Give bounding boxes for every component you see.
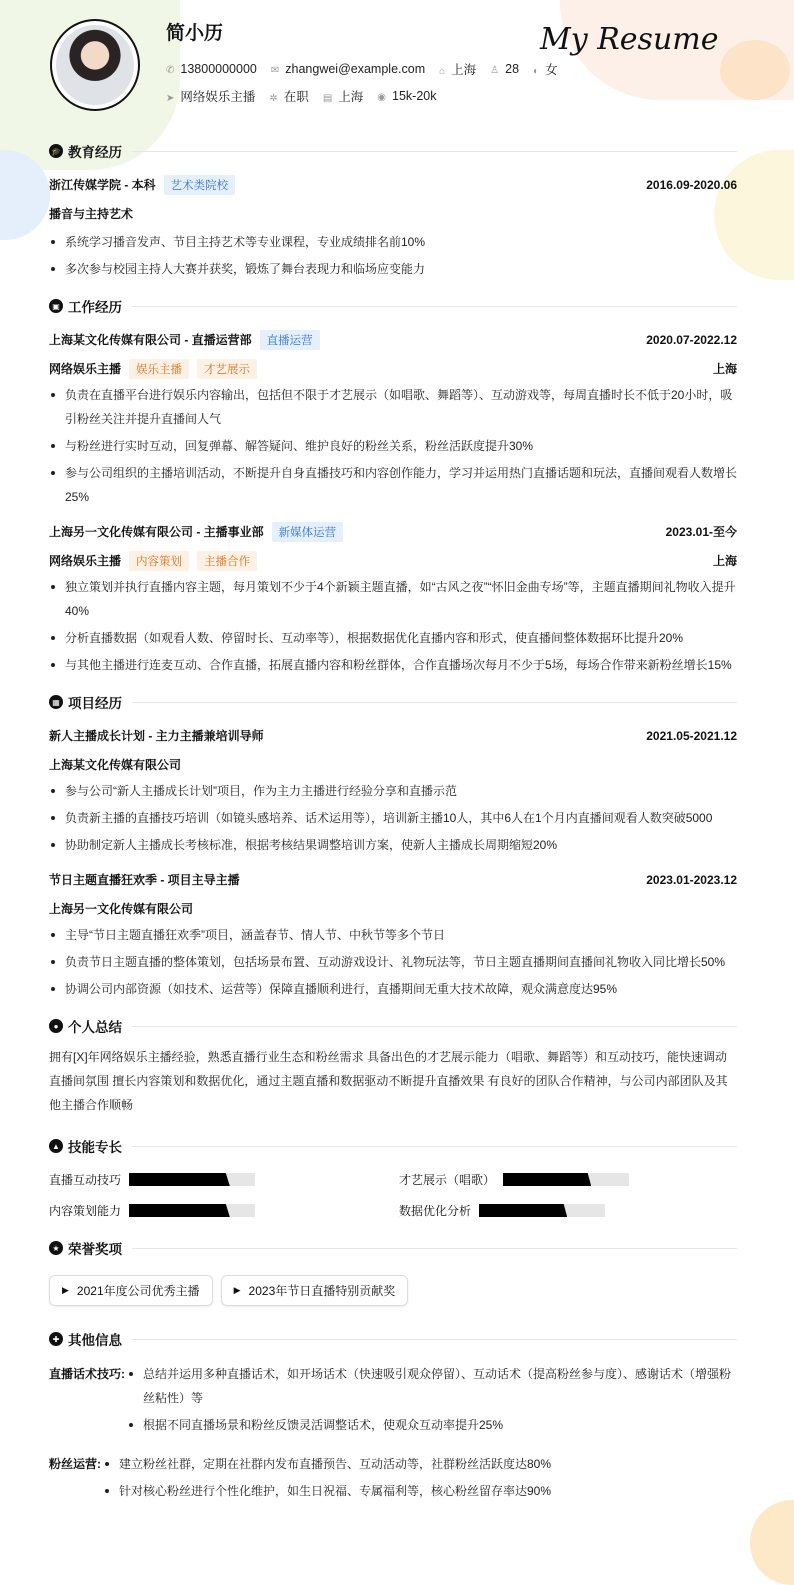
date: 2023.01-至今 [665,525,737,539]
section-work [49,295,737,317]
job-company-group [49,330,320,350]
project-header [49,721,737,750]
skill-item [399,1171,737,1188]
other-info-key: 粉丝运营: [49,1457,101,1471]
section-title: 工作经历 [68,300,122,315]
bullet-list [49,383,737,509]
skill-bar [129,1173,255,1186]
award-badge [221,1275,409,1306]
skill-name: 内容策划能力 [49,1204,122,1218]
list-item: 负责节日主题直播的整体策划，包括场景布置、互动游戏设计、礼物玩法等，节日主题直播期间直播间礼物收入同比增长50% [49,950,737,974]
city: 上海 [712,554,737,568]
section-title: 其他信息 [68,1333,122,1348]
list-item: 系统学习播音发声、节目主持艺术等专业课程，专业成绩排名前10% [49,230,737,254]
list-item: 参与公司“新人主播成长计划”项目，作为主力主播进行经验分享和直播示范 [49,779,737,803]
tag: 新媒体运营 [272,522,344,542]
skill-item [399,1202,737,1219]
list-item: 与粉丝进行实时互动，回复弹幕、解答疑问、维护良好的粉丝关系，粉丝活跃度提升30% [49,434,737,458]
other-info-item [49,1452,737,1506]
project-name: 节日主题直播狂欢季 - 项目主导主播 [49,873,240,887]
date: 2016.09-2020.06 [646,177,737,192]
list-item: 负责在直播平台进行娱乐内容输出，包括但不限于才艺展示（如唱歌、舞蹈等）、互动游戏等，每周直播时长不低于20小时，吸引粉丝关注并提升直播间人气 [49,383,737,431]
role-group [49,551,257,571]
section-title: 教育经历 [68,145,122,160]
project-name: 新人主播成长计划 - 主力主播兼培训导师 [49,729,264,743]
list-item: 总结并运用多种直播话术，如开场话术（快速吸引观众停留）、互动话术（提高粉丝参与度）、感谢话术（增强粉丝粘性）等 [127,1362,737,1410]
skill-name: 才艺展示（唱歌） [399,1173,496,1187]
job-header [49,517,737,546]
date: 2023.01-2023.12 [646,872,737,887]
list-item: 主导“节日主题直播狂欢季”项目，涵盖春节、情人节、中秋节等多个节日 [49,923,737,947]
school: 浙江传媒学院 - 本科 [49,178,156,192]
contact-row [166,60,558,78]
award-label: 2021年度公司优秀主播 [76,1284,200,1298]
decor-orange-flower-bottom [750,1500,794,1585]
list-item: 参与公司组织的主播培训活动，不断提升自身直播技巧和内容创作能力，学习并运用热门直播话题和玩法，直播间观看人数增长25% [49,461,737,509]
send-icon: ➤ [166,93,175,104]
date: 2021.05-2021.12 [646,728,737,743]
salary-icon: ◉ [377,92,387,103]
section-summary [49,1015,737,1037]
section-awards [49,1237,737,1259]
graduation-cap-icon: 🎓 [49,144,63,158]
section-title: 项目经历 [68,696,122,711]
job-intent-row [166,87,437,105]
job-role-row [49,354,737,383]
city: 上海 [712,362,737,376]
bullet-list [49,923,737,1001]
skill-bar [129,1204,255,1217]
list-item: 独立策划并执行直播内容主题，每月策划不少于4个新颖主题直播，如“古风之夜”“怀旧金曲专场”等，主题直播期间礼物收入提升40% [49,575,737,623]
role: 网络娱乐主播 [49,554,122,568]
tag: 直播运营 [260,330,320,350]
candidate-name: 简小历 [166,23,224,44]
section-title: 个人总结 [68,1020,122,1035]
phone: 13800000000 [180,62,257,76]
tag: 艺术类院校 [164,175,236,195]
job-role-row [49,546,737,575]
salary: 15k-20k [392,89,437,103]
my-resume-title: My Resume [540,22,719,57]
tag: 主播合作 [197,551,257,571]
summary-text: 拥有[X]年网络娱乐主播经验，熟悉直播行业生态和粉丝需求 具备出色的才艺展示能力（唱歌、舞蹈等）和互动技巧，能快速调动直播间氛围 擅长内容策划和数据优化，通过主题直播和数据驱动不断提升直播效果 有良好的团队合作精神，与公司内部团队及其他主播合作顺畅 [49,1050,728,1112]
section-skills [49,1135,737,1157]
age: 28 [505,62,520,76]
company: 上海某文化传媒有限公司 [49,758,182,772]
age-icon: ♙ [490,65,500,76]
date: 2020.07-2022.12 [646,332,737,347]
email: zhangwei@example.com [285,62,426,76]
skill-bar-fill [479,1204,567,1217]
bullet-list [101,1452,551,1506]
position: 网络娱乐主播 [180,90,256,104]
list-item: 多次参与校园主持人大赛并获奖，锻炼了舞台表现力和临场应变能力 [49,257,737,281]
skill-bar [479,1204,605,1217]
skill-bar [503,1173,629,1186]
tag: 内容策划 [129,551,189,571]
list-item: 建立粉丝社群，定期在社群内发布直播预告、互动活动等，社群粉丝活跃度达80% [103,1452,551,1476]
section-projects [49,691,737,713]
skill-item [49,1202,399,1219]
avatar [50,19,140,111]
list-item: 协助制定新人主播成长考核标准，根据考核结果调整培训方案，使新人主播成长周期缩短20% [49,833,737,857]
briefcase-icon: ▣ [49,299,63,313]
bullet-list [49,779,737,857]
list-item: 针对核心粉丝进行个性化维护，如生日祝福、专属福利等，核心粉丝留存率达90% [103,1479,551,1503]
skill-name: 数据优化分析 [399,1204,472,1218]
building-icon: ▤ [322,93,333,104]
other-info-item [49,1362,737,1440]
role-group [49,359,257,379]
tag: 才艺展示 [197,359,257,379]
location: 上海 [451,63,477,77]
other-info-key: 直播话术技巧: [49,1367,125,1381]
skill-item [49,1171,399,1188]
play-icon: ▶ [233,1285,241,1295]
award-badge [49,1275,213,1306]
project-company-row [49,750,737,779]
company: 上海某文化传媒有限公司 - 直播运营部 [49,333,252,347]
status: 在职 [283,90,309,104]
award-label: 2023年节日直播特别贡献奖 [248,1284,396,1298]
bullet-list [49,575,737,677]
list-item: 负责新主播的直播技巧培训（如镜头感培养、话术运用等），培训新主播10人，其中6人在1个月内直播间观看人数突破5000 [49,806,737,830]
home-icon: ⌂ [439,66,446,77]
skill-bar-fill [129,1204,230,1217]
bullet-list [125,1362,737,1440]
user-icon: ● [49,1019,63,1033]
section-title: 技能专长 [68,1140,122,1155]
skill-bar-fill [503,1173,591,1186]
tag: 娱乐主播 [129,359,189,379]
list-item: 与其他主播进行连麦互动、合作直播，拓展直播内容和粉丝群体，合作直播场次每月不少于5场，每场合作带来新粉丝增长15% [49,653,737,677]
project-company-row [49,894,737,923]
project-icon: ▦ [49,695,63,709]
role: 网络娱乐主播 [49,362,122,376]
skill-name: 直播互动技巧 [49,1173,122,1187]
section-title: 荣誉奖项 [68,1242,122,1257]
skill-bar-fill [129,1173,230,1186]
section-other [49,1328,737,1350]
major: 播音与主持艺术 [49,207,134,221]
job-header [49,325,737,354]
thumbs-up-icon: ▲ [49,1139,63,1153]
section-education [49,140,737,162]
status-icon: ✲ [269,93,278,104]
list-item: 分析直播数据（如观看人数、停留时长、互动率等），根据数据优化直播内容和形式，使直播间整体数据环比提升20% [49,626,737,650]
city: 上海 [338,90,364,104]
play-icon: ▶ [62,1285,69,1295]
award-icon: ★ [49,1241,63,1255]
gender: 女 [545,63,558,77]
info-icon: ✚ [49,1332,63,1346]
company: 上海另一文化传媒有限公司 [49,902,194,916]
resume-header [0,0,794,140]
gender-icon: ◐ [533,66,540,77]
phone-icon: ✆ [166,65,175,76]
mail-icon: ✉ [270,65,280,76]
list-item: 协调公司内部资源（如技术、运营等）保障直播顺利进行，直播期间无重大技术故障，观众满意度达95% [49,977,737,1001]
project-header [49,865,737,894]
list-item: 根据不同直播场景和粉丝反馈灵活调整话术，使观众互动率提升25% [127,1413,737,1437]
job-company-group [49,522,343,542]
company: 上海另一文化传媒有限公司 - 主播事业部 [49,525,264,539]
